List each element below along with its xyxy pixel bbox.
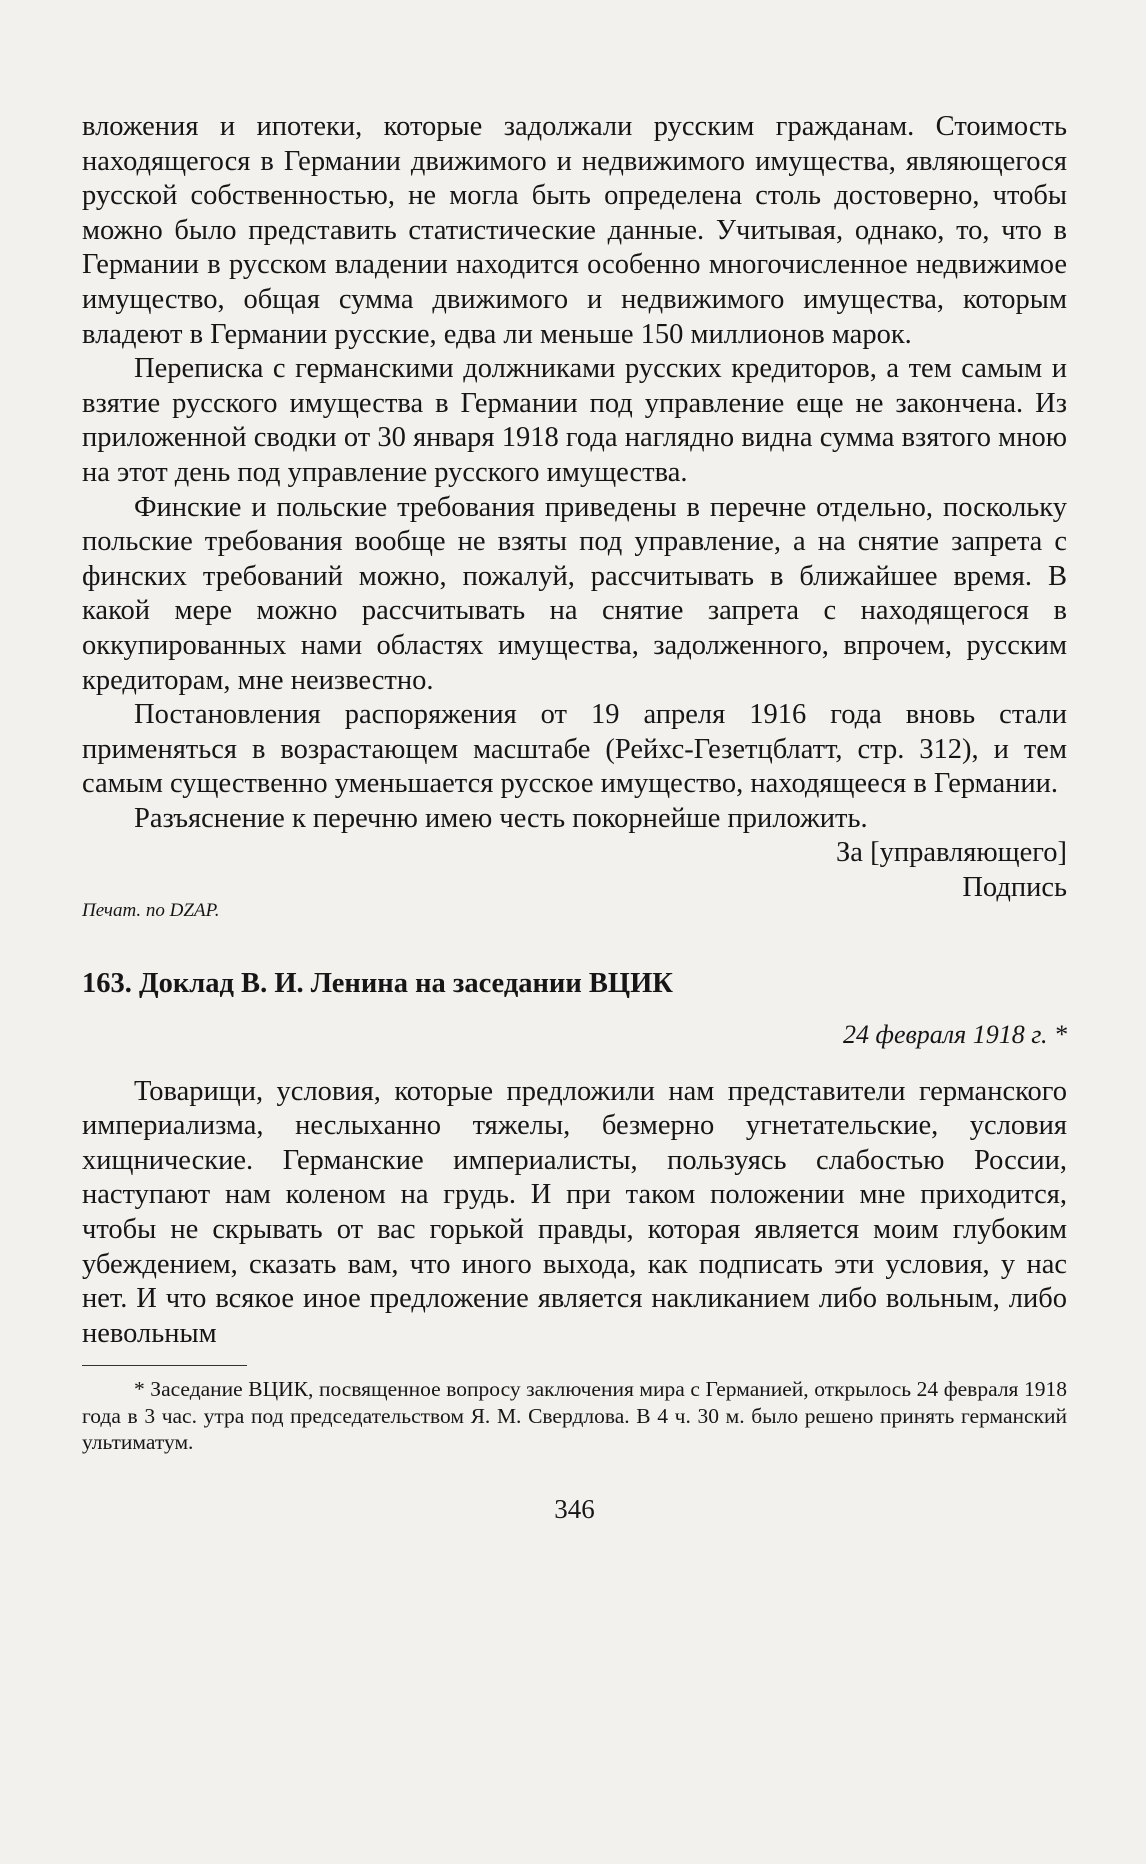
signature-line-2: Подпись — [962, 872, 1067, 904]
source-note: Печат. по DZAP. — [82, 899, 220, 921]
book-page — [82, 110, 1067, 1525]
document-paragraph: Товарищи, условия, которые предложили нам представители германского империализма, неслыханно тяжелы, безмерно угнетательские, условия хищнические. Германские империалисты, пользуясь слабостью России, наступают нам коленом на грудь. И при таком положении мне приходится, чтобы не скрывать от вас горькой правды, которая является моим глубоким убеждением, сказать вам, что иного выхода, как подписать эти условия, у нас нет. И что всякое иное предложение является накликанием либо вольным, либо невольным — [82, 1075, 1067, 1349]
signature-line-1: За [управляющего] — [836, 837, 1067, 869]
footnote: * Заседание ВЦИК, посвященное вопросу заключения мира с Германией, открылось 24 февраля 1918 года в 3 час. утра под председательством Я. М. Свердлова. В 4 ч. 30 м. было решено принять германский ультиматум. — [82, 1377, 1067, 1455]
footnote-divider — [82, 1365, 247, 1366]
main-text-block — [82, 110, 1067, 836]
document-date: 24 февраля 1918 г. * — [842, 1019, 1067, 1049]
paragraph-4: Постановления распоряжения от 19 апреля 1916 года вновь стали применяться в возрастающем масштабе (Рейхс-Гезетцблатт, стр. 312), и тем самым существенно уменьшается русское имущество, находящееся в Германии. — [82, 699, 1067, 800]
paragraph-3: Финские и польские требования приведены в перечне отдельно, поскольку польские требования вообще не взяты под управление, а на снятие запрета с финских требований можно, пожалуй, рассчитывать в ближайшее время. В какой мере можно рассчитывать на снятие запрета с находящегося в оккупированных нами областях имущества, задолженного, впрочем, русским кредиторам, мне неизвестно. — [82, 491, 1067, 696]
paragraph-2: Переписка с германскими должниками русских кредиторов, а тем самым и взятие русского имущества в Германии под управление еще не закончена. Из приложенной сводки от 30 января 1918 года наглядно видна сумма взятого мною на этот день под управление русского имущества. — [82, 353, 1067, 488]
paragraph-1: вложения и ипотеки, которые задолжали русским гражданам. Стоимость находящегося в Германии движимого и недвижимого имущества, являющегося русской собственностью, не могла быть определена столь достоверно, чтобы можно было представить статистические данные. Учитывая, однако, то, что в Германии в русском владении находится особенно многочисленное недвижимое имущество, общая сумма движимого и недвижимого имущества, которым владеют в Германии русские, едва ли меньше 150 миллионов марок. — [82, 111, 1067, 350]
document-heading: 163. Доклад В. И. Ленина на заседании ВЦИК — [82, 967, 673, 999]
document-text-block — [82, 1075, 1067, 1352]
paragraph-5: Разъяснение к перечню имею честь покорнейше приложить. — [134, 802, 868, 834]
page-number: 346 — [554, 1493, 595, 1524]
